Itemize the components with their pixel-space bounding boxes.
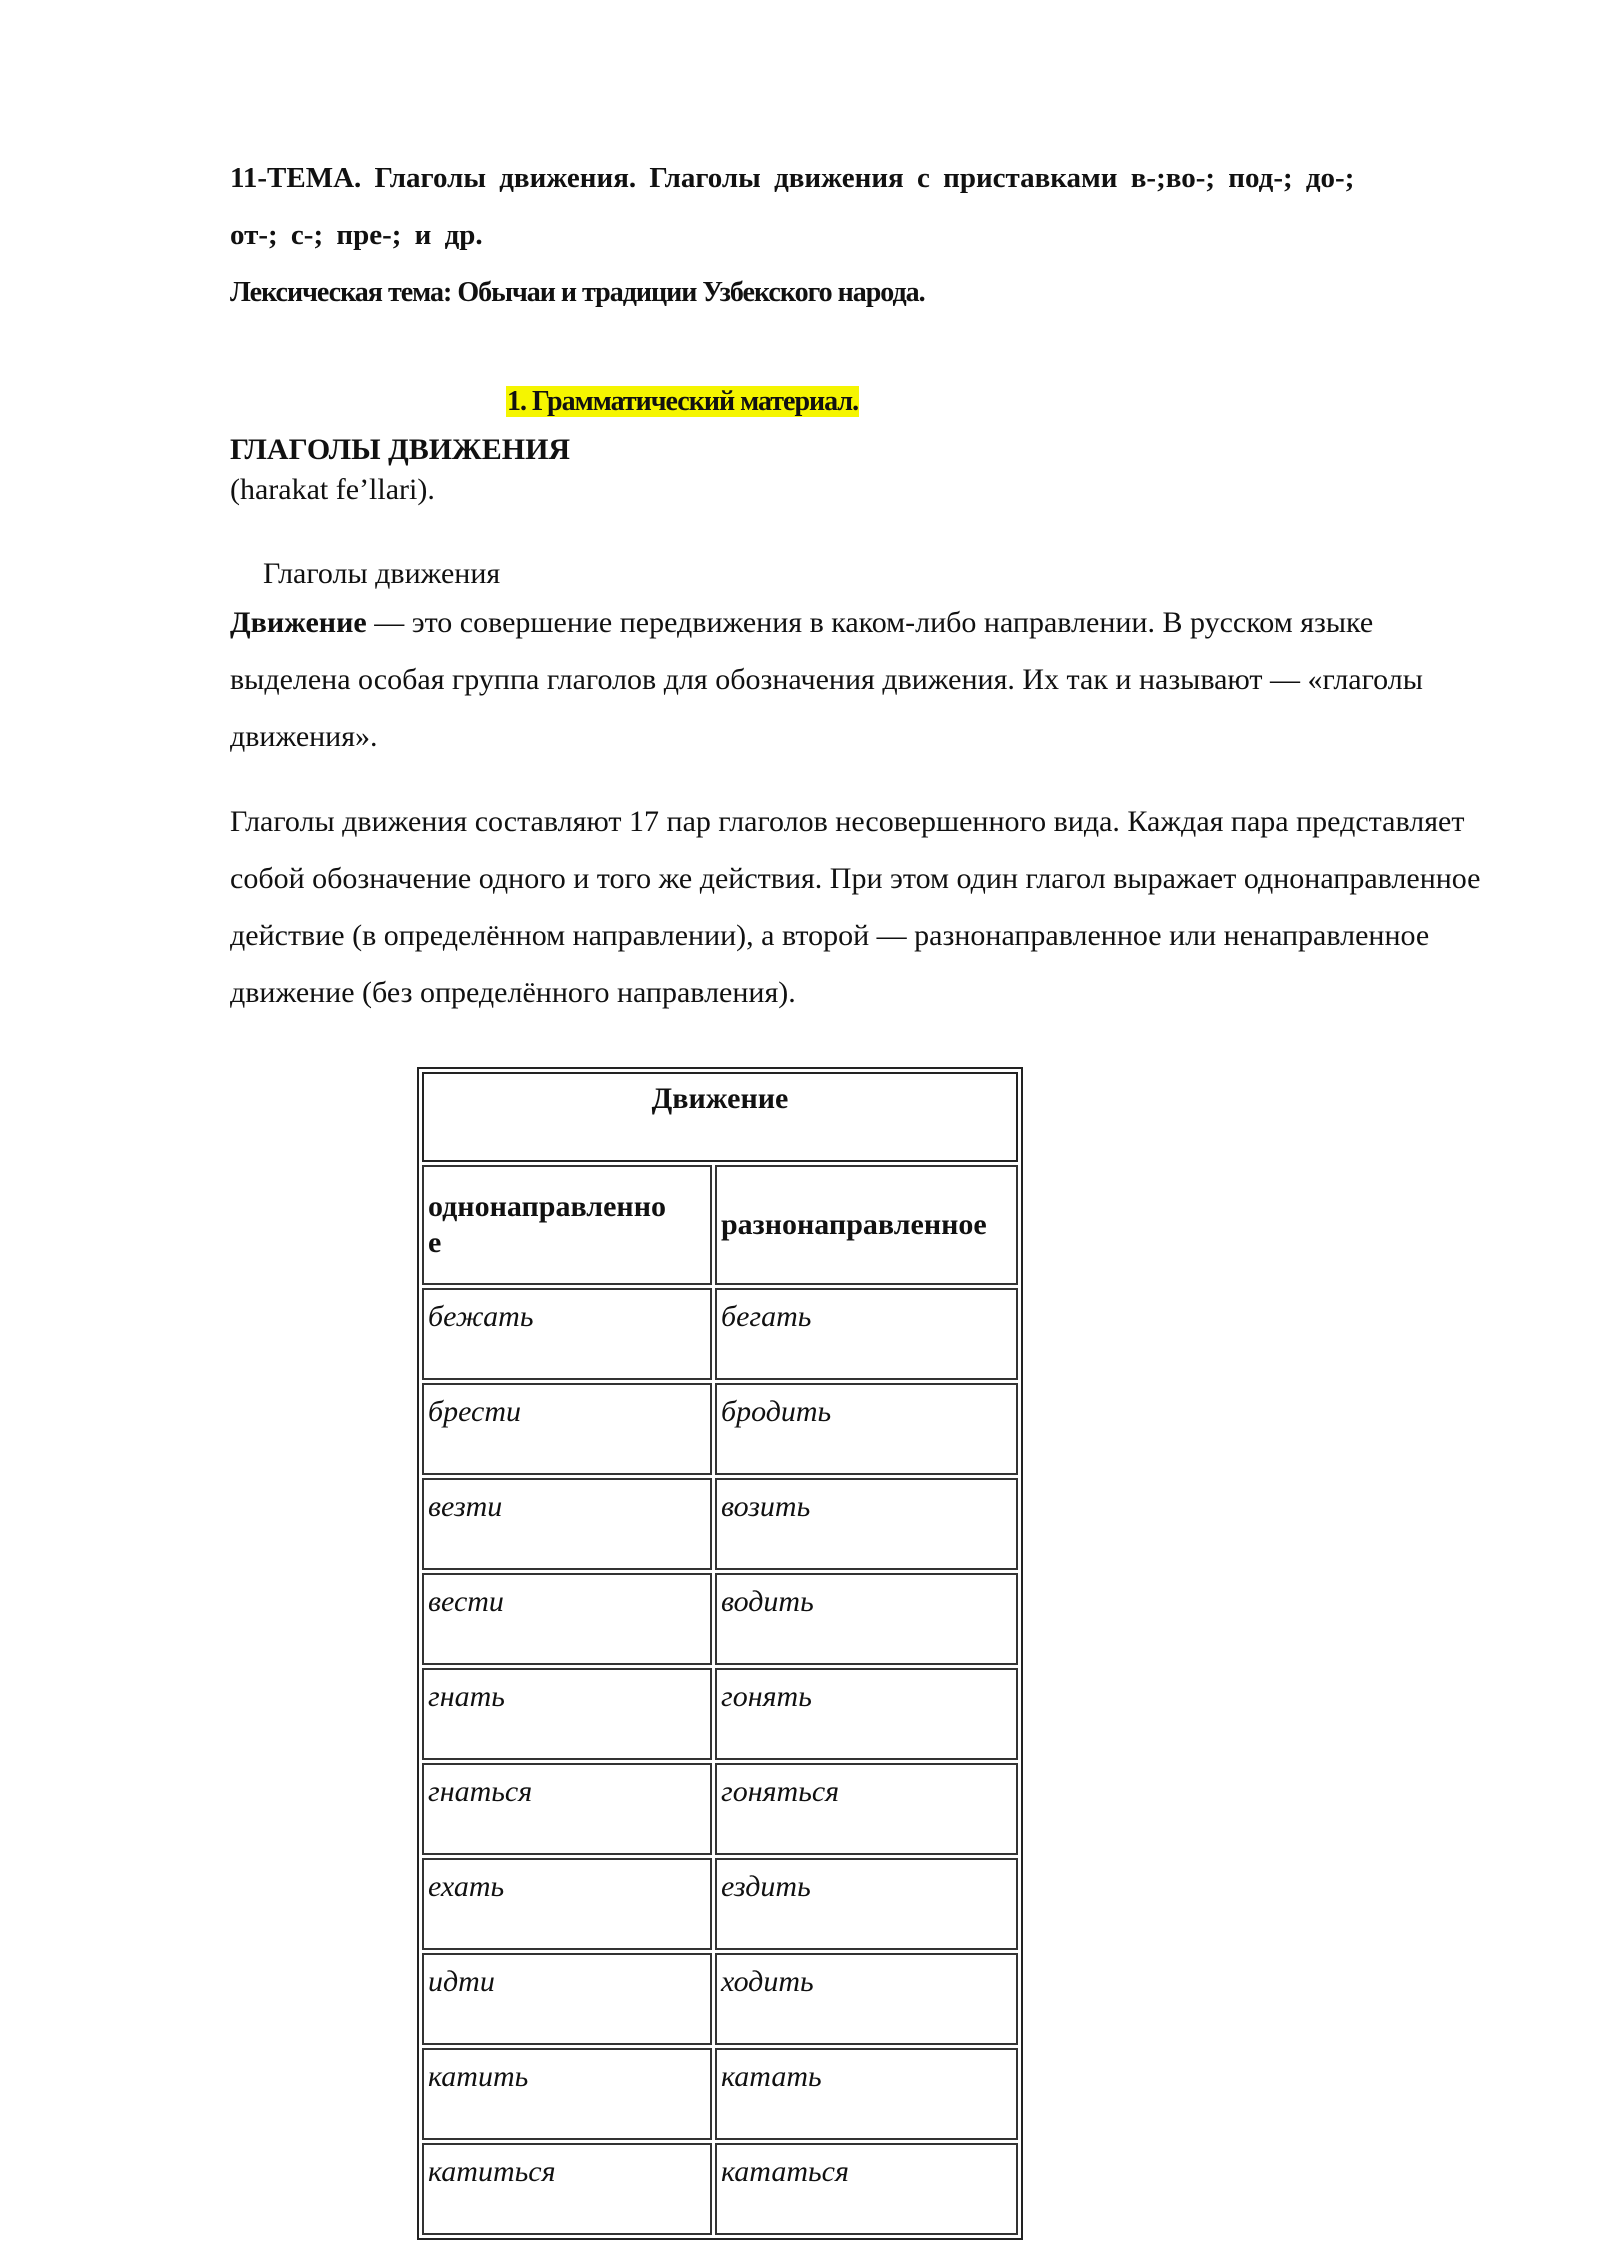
verb-unidirectional: гнать (422, 1668, 712, 1760)
verb-unidirectional: катиться (422, 2143, 712, 2235)
column-header-multidirectional: разнонаправленное (715, 1165, 1018, 1285)
verb-multidirectional: бродить (715, 1383, 1018, 1475)
table-row (422, 1478, 1018, 1570)
verb-unidirectional: ехать (422, 1858, 712, 1950)
motion-verbs-table (417, 1067, 1023, 2240)
table-row (422, 1858, 1018, 1950)
topic-line-1: 11-ТЕМА. Глаголы движения. Глаголы движения с приставками в-;во-; под-; до-; (230, 162, 1355, 194)
heading: ГЛАГОЛЫ ДВИЖЕНИЯ (230, 433, 571, 466)
section-title-wrap (230, 373, 1490, 430)
subheading: Глаголы движения (263, 557, 501, 590)
verb-multidirectional: кататься (715, 2143, 1018, 2235)
table-row (422, 1668, 1018, 1760)
column-header-unidirectional: однонаправленно е (422, 1165, 712, 1285)
table-row (422, 1573, 1018, 1665)
paragraph-1-term: Движение (230, 606, 367, 639)
verb-unidirectional: бежать (422, 1288, 712, 1380)
table-row (422, 1953, 1018, 2045)
table-title: Движение (422, 1072, 1018, 1162)
paragraph-1 (230, 594, 1490, 765)
verb-multidirectional: водить (715, 1573, 1018, 1665)
verb-multidirectional: возить (715, 1478, 1018, 1570)
table-row (422, 1763, 1018, 1855)
document-page (230, 150, 1490, 2188)
table-row (422, 2143, 1018, 2235)
paragraph-1-text: — это совершение передвижения в каком-либо направлении. В русском языке выделена особая группа глаголов для обозначения движения. Их так и называют — «глаголы движения». (230, 606, 1423, 753)
lexical-topic: Лексическая тема: Обычаи и традиции Узбекского народа. (230, 277, 925, 308)
table-body (422, 1288, 1018, 2235)
section-title: 1. Грамматический материал. (507, 386, 859, 417)
verb-multidirectional: ездить (715, 1858, 1018, 1950)
verb-unidirectional: везти (422, 1478, 712, 1570)
topic-line-2: от-; с-; пре-; и др. (230, 219, 483, 251)
verb-multidirectional: гонять (715, 1668, 1018, 1760)
verb-unidirectional: идти (422, 1953, 712, 2045)
verb-unidirectional: гнаться (422, 1763, 712, 1855)
verb-unidirectional: вести (422, 1573, 712, 1665)
verb-unidirectional: катить (422, 2048, 712, 2140)
paragraph-2: Глаголы движения составляют 17 пар глаголов несовершенного вида. Каждая пара представляет собой обозначение одного и того же действия. При этом один глагол выражает однонаправленное действие (в определённом направлении), а второй — разнонаправленное или ненаправленное движение (без определённого направления). (230, 805, 1481, 1009)
verb-multidirectional: бегать (715, 1288, 1018, 1380)
table-row (422, 1288, 1018, 1380)
verb-unidirectional: брести (422, 1383, 712, 1475)
table-row (422, 1383, 1018, 1475)
table-row (422, 2048, 1018, 2140)
transliteration: (harakat fe’llari). (230, 473, 435, 506)
verb-multidirectional: катать (715, 2048, 1018, 2140)
verb-multidirectional: ходить (715, 1953, 1018, 2045)
verb-multidirectional: гоняться (715, 1763, 1018, 1855)
topic-title (230, 150, 1490, 264)
